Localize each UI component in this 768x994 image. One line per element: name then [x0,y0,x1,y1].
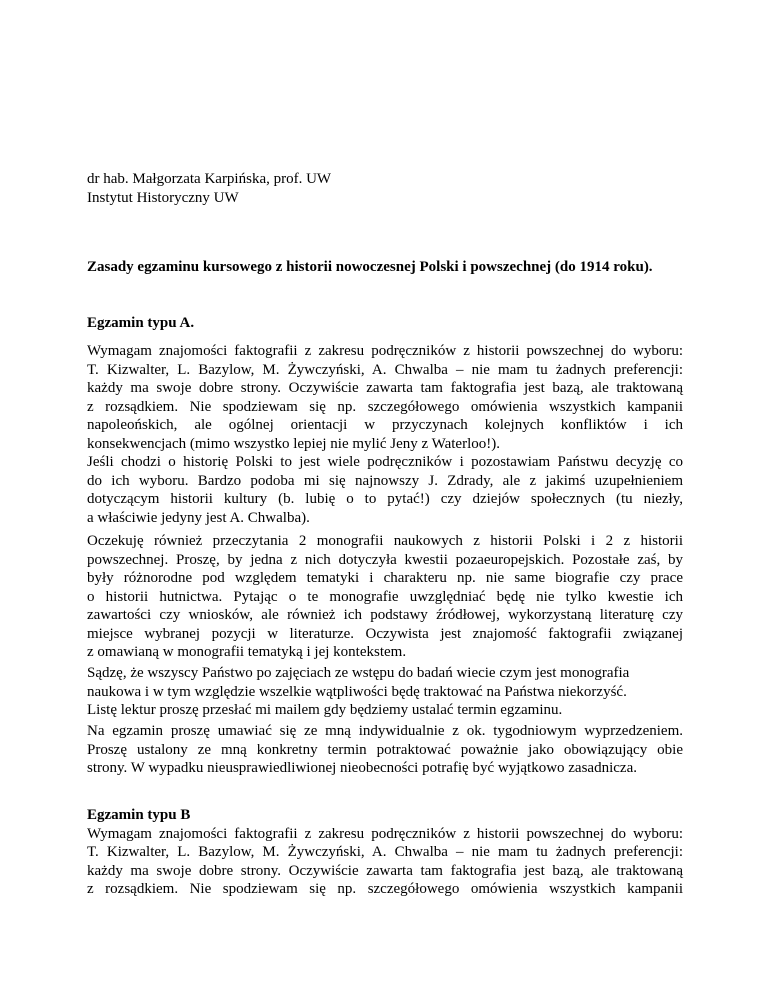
section-b [87,806,683,899]
paragraph-line: naukowa i w tym względzie wszelkie wątpliwości będę traktować na Państwa niekorzyść. [87,683,627,700]
document-title: Zasady egzaminu kursowego z historii nowoczesnej Polski i powszechnej (do 1914 roku). [87,259,653,275]
paragraph-line: strony. W wypadku nieusprawiedliwionej nieobecności potrafię być wyjątkowo zasadnicza. [87,760,637,776]
section-a-paragraph-3 [87,664,683,720]
paragraph-line: Listę lektur proszę przesłać mi mailem gdy będziemy ustalać termin egzaminu. [87,702,563,718]
paragraph-line: Jeśli chodzi o historię Polski to jest wiele podręczników i pozostawiam Państwu decyzję co [87,454,683,470]
institute-name: Instytut Historyczny UW [87,189,239,206]
paragraph-line: Wymagam znajomości faktografii z zakresu podręczników z historii powszechnej do wyboru: [87,825,683,842]
section-a-heading: Egzamin typu A. [87,315,195,331]
paragraph-line: każdy ma swoje dobre strony. Oczywiście zawarta tam faktografia jest bazą, ale traktowaną [87,380,683,396]
paragraph-line: do ich wyboru. Bardzo podoba mi się najnowszy J. Zdrady, ale z jakimś uzupełnieniem [87,472,683,489]
paragraph-line: Wymagam znajomości faktografii z zakresu podręczników z historii powszechnej do wyboru: [87,343,683,359]
paragraph-line: powszechnej. Proszę, by jedna z nich dotyczyła kwestii pozaeuropejskich. Pozostałe zaś, by [87,551,683,568]
paragraph-line: a właściwie jedyny jest A. Chwalba). [87,509,310,526]
paragraph-line: miejsce wybranej pozycji w literaturze. Oczywista jest znajomość faktografii związanej [87,625,683,642]
paragraph-line: konsekwencjach (mimo wszystko lepiej nie mylić Jeny z Waterloo!). [87,435,500,452]
section-b-heading: Egzamin typu B [87,807,191,823]
paragraph-line: napoleońskich, ale ogólnej orientacji w przyczynach kolejnych konfliktów i ich [87,417,683,433]
paragraph-line: z rozsądkiem. Nie spodziewam się np. szczegółowego omówienia wszystkich kampanii [87,398,683,415]
paragraph-line: każdy ma swoje dobre strony. Oczywiście zawarta tam faktografia jest bazą, ale traktowaną [87,862,683,879]
paragraph-line: T. Kizwalter, L. Bazylow, M. Żywczyński, A. Chwalba – nie mam tu żadnych preferencji: [87,361,683,378]
paragraph-line: dotyczącym historii kultury (b. lubię o to pytać!) czy dziejów społecznych (tu niezły, [87,491,683,507]
paragraph-line: z rozsądkiem. Nie spodziewam się np. szczegółowego omówienia wszystkich kampanii [87,881,683,897]
paragraph-line: T. Kizwalter, L. Bazylow, M. Żywczyński, A. Chwalba – nie mam tu żadnych preferencji: [87,844,683,860]
paragraph-line: Oczekuję również przeczytania 2 monografii naukowych z historii Polski i 2 z historii [87,533,683,549]
paragraph-line: były różnorodne pod względem tematyki i charakteru np. nie same biografie czy prace [87,570,683,586]
paragraph-line: z omawianą w monografii tematyką i jej kontekstem. [87,644,407,660]
paragraph-line: Proszę ustalony ze mną konkretny termin potraktować poważnie jako obowiązujący obie [87,741,683,758]
section-a-paragraph-4 [87,722,683,778]
paragraph-line: o historii hutnictwa. Pytając o te monografie uwzględniać będę nie tylko kwestie ich [87,588,683,605]
paragraph-line: Na egzamin proszę umawiać się ze mną indywidualnie z ok. tygodniowym wyprzedzeniem. [87,723,683,739]
section-a-heading-block [87,314,683,333]
paragraph-line: zawartości czy wniosków, ale również ich podstawy źródłowej, wykorzystaną literaturę czy [87,607,683,623]
author-block [87,170,331,207]
author-name: dr hab. Małgorzata Karpińska, prof. UW [87,171,332,187]
paragraph-line: Sądzę, że wszyscy Państwo po zajęciach ze wstępu do badań wiecie czym jest monografia [87,665,630,681]
section-a-paragraph-1 [87,342,683,527]
section-a-paragraph-2 [87,532,683,662]
